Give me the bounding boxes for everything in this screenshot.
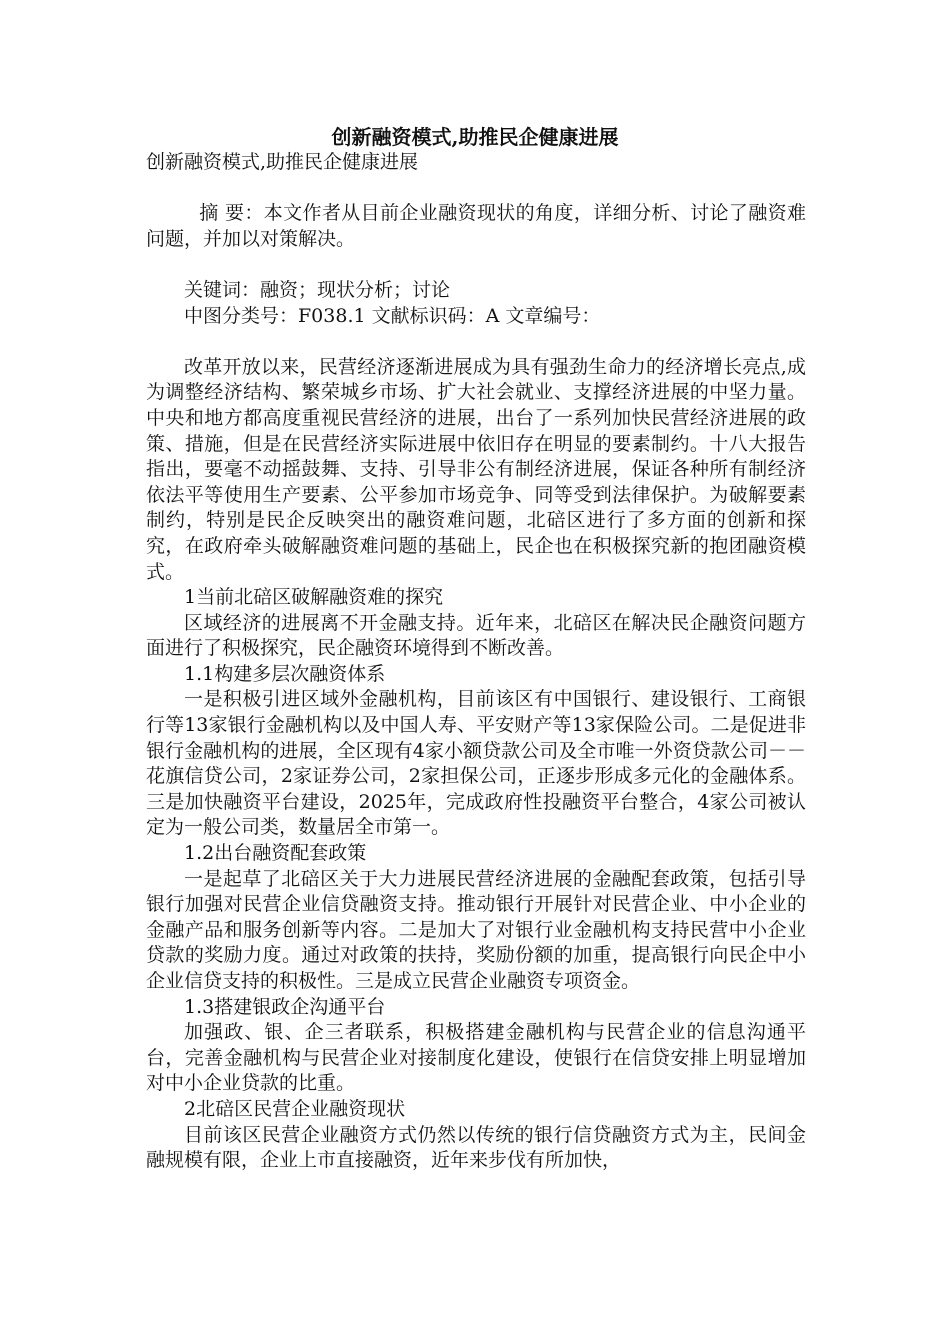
paragraph: 目前该区民营企业融资方式仍然以传统的银行信贷融资方式为主，民间金融规模有限，企业上市直接融资，近年来步伐有所加快， — [146, 1123, 806, 1172]
section-heading: 1当前北碚区破解融资难的探究 — [184, 586, 444, 609]
document-subtitle: 创新融资模式,助推民企健康进展 — [146, 151, 419, 173]
document-title: 创新融资模式,助推民企健康进展 — [331, 125, 619, 149]
keywords: 关键词：融资；现状分析；讨论 — [184, 278, 451, 301]
blank-line — [146, 329, 806, 355]
blank-line — [146, 252, 806, 278]
subsection-heading: 1.2出台融资配套政策 — [184, 842, 367, 865]
abstract: 摘 要：本文作者从目前企业融资现状的角度，详细分析、讨论了融资难问题，并加以对策解决。 — [146, 202, 806, 250]
paragraph: 一是起草了北碚区关于大力进展民营经济进展的金融配套政策，包括引导银行加强对民营企业信贷融资支持。推动银行开展针对民营企业、中小企业的金融产品和服务创新等内容。二是加大了对银行业金融机构支持民营中小企业贷款的奖励力度。通过对政策的扶持，奖励份额的加重，提高银行向民企中小企业信贷支持的积极性。三是成立民营企业融资专项资金。 — [146, 867, 806, 992]
classification-line: 中图分类号：F038.1 文献标识码：A 文章编号： — [184, 304, 601, 327]
paragraph: 区域经济的进展离不开金融支持。近年来，北碚区在解决民企融资问题方面进行了积极探究，民企融资环境得到不断改善。 — [146, 611, 806, 660]
document-body — [146, 150, 806, 1174]
paragraph: 加强政、银、企三者联系，积极搭建金融机构与民营企业的信息沟通平台，完善金融机构与民营企业对接制度化建设，使银行在信贷安排上明显增加对中小企业贷款的比重。 — [146, 1021, 806, 1095]
subsection-heading: 1.3搭建银政企沟通平台 — [184, 995, 386, 1018]
subsection-heading: 1.1构建多层次融资体系 — [184, 662, 386, 685]
section-heading: 2北碚区民营企业融资现状 — [184, 1097, 406, 1120]
blank-line — [146, 176, 806, 202]
paragraph: 一是积极引进区域外金融机构，目前该区有中国银行、建设银行、工商银行等13家银行金融机构以及中国人寿、平安财产等13家保险公司。二是促进非银行金融机构的进展，全区现有4家小额贷款公司及全市唯一外资贷款公司－－花旗信贷公司，2家证券公司，2家担保公司，正逐步形成多元化的金融体系。三是加快融资平台建设，2025年，完成政府性投融资平台整合，4家公司被认定为一般公司类，数量居全市第一。 — [146, 688, 806, 839]
paragraph-intro: 改革开放以来，民营经济逐渐进展成为具有强劲生命力的经济增长亮点,成为调整经济结构、繁荣城乡市场、扩大社会就业、支撑经济进展的中坚力量。中央和地方都高度重视民营经济的进展，出台了一系列加快民营经济进展的政策、措施，但是在民营经济实际进展中依旧存在明显的要素制约。十八大报告指出，要毫不动摇鼓舞、支持、引导非公有制经济进展，保证各种所有制经济依法平等使用生产要素、公平参加市场竞争、同等受到法律保护。为破解要素制约，特别是民企反映突出的融资难问题，北碚区进行了多方面的创新和探究，在政府牵头破解融资难问题的基础上，民企也在积极探究新的抱团融资模式。 — [146, 355, 806, 583]
